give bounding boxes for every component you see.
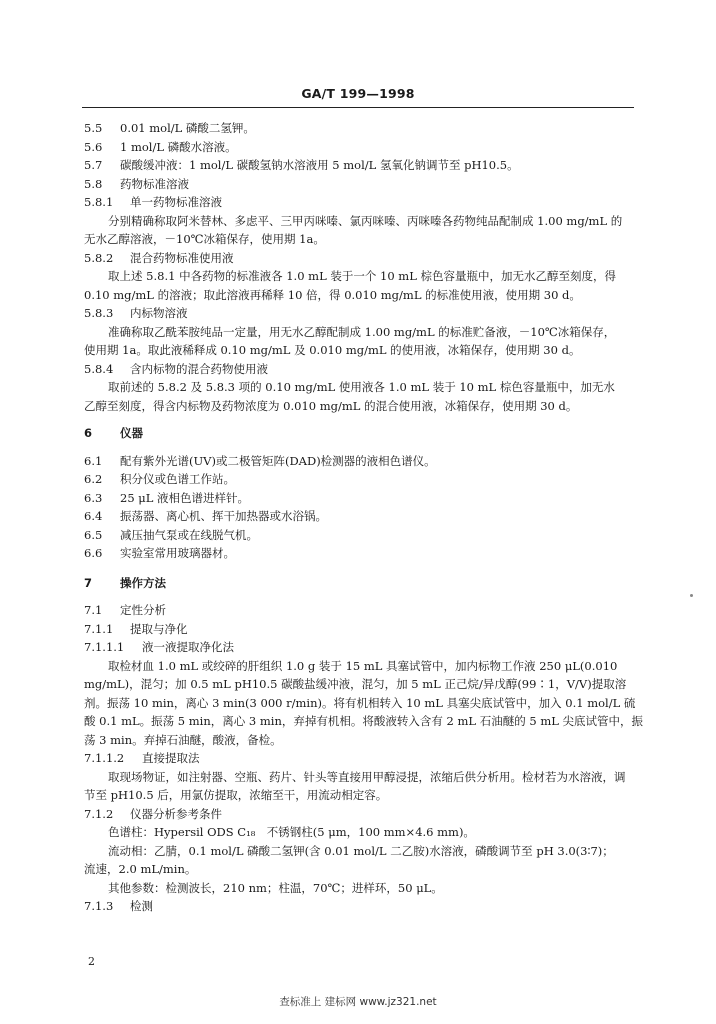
spacer (84, 415, 636, 424)
clause-number: 7.1.3 (84, 899, 114, 913)
clause-item (84, 119, 636, 138)
paragraph (84, 323, 636, 360)
paragraph-line: mg/mL)，混匀；加 0.5 mL pH10.5 碳酸盐缓冲液，混匀，加 5 mL 正己烷/异戊醇(99∶1，V/V)提取溶 (84, 677, 627, 691)
section-heading (84, 424, 636, 443)
clause-number: 6.4 (84, 509, 103, 523)
paragraph (84, 267, 636, 304)
paragraph (84, 657, 644, 750)
clause-item (84, 544, 636, 563)
clause-text: 0.01 mol/L 磷酸二氢钾。 (120, 121, 255, 135)
clause-number: 7.1 (84, 603, 103, 617)
clause-item (84, 193, 636, 212)
paragraph-line: 荡 3 min。弃掉石油醚，酸液，备检。 (84, 732, 282, 747)
clause-item (84, 452, 636, 471)
clause-text: 提取与净化 (130, 621, 188, 636)
clause-number: 5.8 (84, 176, 103, 191)
clause-text: 检测 (130, 899, 153, 913)
clause-number: 5.7 (84, 158, 103, 172)
clause-number: 6.5 (84, 527, 103, 542)
paragraph (84, 768, 636, 805)
clause-number: 7 (84, 575, 93, 590)
paragraph (84, 842, 636, 879)
paragraph (84, 378, 636, 415)
clause-item (84, 805, 636, 824)
header-rule (82, 107, 634, 108)
clause-text: 药物标准溶液 (120, 176, 189, 191)
clause-text: 配有紫外光谱(UV)或二极管矩阵(DAD)检测器的液相色谱仪。 (120, 453, 436, 468)
clause-number: 7.1.1.1 (84, 640, 125, 654)
paragraph-line: 酸 0.1 mL。振荡 5 min，离心 3 min，弃掉有机相。将酸液转入含有 2 mL 石油醚的 5 mL 尖底试管中，振 (84, 714, 644, 728)
document-body (84, 119, 644, 916)
spacer (84, 443, 636, 452)
clause-number: 6 (84, 426, 93, 440)
paragraph-line: 使用期 1a。取此液稀释成 0.10 mg/mL 及 0.010 mg/mL 的使用液，冰箱保存，使用期 30 d。 (84, 343, 581, 357)
paragraph-line: 流动相：乙腈，0.1 mol/L 磷酸二氢钾(含 0.01 mol/L 二乙胺)水溶液，磷酸调节至 pH 3.0(3∶7)； (108, 843, 614, 858)
paragraph (84, 879, 636, 898)
paragraph-line: 分别精确称取阿米替林、多虑平、三甲丙咪嗪、氯丙咪嗪、丙咪嗪各药物纯品配制成 1.00 mg/mL 的 (108, 213, 623, 228)
clause-text: 内标物溶液 (130, 306, 188, 320)
clause-number: 6.3 (84, 490, 103, 505)
paragraph-line: 其他参数：检测波长，210 nm；柱温，70℃；进样环，50 μL。 (108, 880, 443, 895)
clause-item (84, 507, 636, 526)
clause-item (84, 638, 636, 657)
clause-item (84, 249, 636, 268)
paragraph (84, 823, 636, 842)
clause-number: 5.8.3 (84, 306, 114, 320)
clause-number: 7.1.1.2 (84, 751, 125, 765)
clause-number: 5.8.1 (84, 195, 114, 209)
paragraph-line: 流速，2.0 mL/min。 (84, 862, 197, 876)
clause-item (84, 175, 636, 194)
standard-code-header: GA/T 199—1998 (301, 86, 415, 101)
clause-item (84, 156, 636, 175)
clause-text: 积分仪或色谱工作站。 (120, 472, 235, 486)
clause-text: 定性分析 (120, 603, 166, 617)
clause-item (84, 360, 636, 379)
clause-item (84, 749, 636, 768)
paragraph-line: 取检材血 1.0 mL 或绞碎的肝组织 1.0 g 装于 15 mL 具塞试管中，加内标物工作液 250 μL(0.010 (108, 658, 618, 673)
clause-text: 碳酸缓冲液：1 mol/L 碳酸氢钠水溶液用 5 mol/L 氢氧化钠调节至 pH10.5。 (120, 158, 519, 172)
paragraph-line: 取前述的 5.8.2 及 5.8.3 项的 0.10 mg/mL 使用液各 1.0 mL 装于 10 mL 棕色容量瓶中，加无水 (108, 380, 615, 394)
spacer (84, 592, 636, 601)
paragraph-line: 无水乙醇溶液，－10℃冰箱保存，使用期 1a。 (84, 232, 325, 246)
clause-text: 含内标物的混合药物使用液 (130, 361, 268, 376)
paragraph (84, 212, 636, 249)
clause-text: 仪器 (120, 426, 143, 440)
clause-text: 25 μL 液相色谱进样针。 (120, 490, 250, 505)
clause-number: 5.5 (84, 121, 103, 135)
clause-item (84, 304, 636, 323)
clause-number: 6.6 (84, 546, 103, 560)
clause-number: 6.2 (84, 472, 103, 486)
clause-text: 1 mol/L 磷酸水溶液。 (120, 139, 237, 154)
paragraph-line: 0.10 mg/mL 的溶液；取此溶液再稀释 10 倍，得 0.010 mg/mL 的标准使用液，使用期 30 d。 (84, 287, 581, 302)
scan-speck (690, 594, 693, 597)
clause-text: 仪器分析参考条件 (130, 806, 222, 821)
clause-item (84, 470, 636, 489)
clause-text: 减压抽气泵或在线脱气机。 (120, 527, 258, 542)
clause-item (84, 489, 636, 508)
spacer (84, 563, 636, 574)
clause-number: 6.1 (84, 453, 103, 468)
clause-number: 7.1.1 (84, 621, 114, 636)
clause-text: 直接提取法 (142, 751, 200, 765)
clause-item (84, 601, 636, 620)
paragraph-line: 乙醇至刻度，得含内标物及药物浓度为 0.010 mg/mL 的混合使用液，冰箱保存，使用期 30 d。 (84, 398, 578, 413)
clause-number: 5.8.2 (84, 250, 114, 265)
section-heading (84, 574, 636, 593)
clause-item (84, 526, 636, 545)
clause-item (84, 897, 636, 916)
clause-number: 7.1.2 (84, 806, 114, 821)
clause-item (84, 620, 636, 639)
paragraph-line: 色谱柱：Hypersil ODS C₁₈ 不锈钢柱(5 μm，100 mm×4.6 mm)。 (108, 825, 475, 839)
paragraph-line: 准确称取乙酰苯胺纯品一定量，用无水乙醇配制成 1.00 mg/mL 的标准贮备液，－10℃冰箱保存， (108, 324, 616, 339)
clause-item (84, 138, 636, 157)
clause-number: 5.8.4 (84, 361, 114, 376)
clause-number: 5.6 (84, 139, 103, 154)
clause-text: 液一液提取净化法 (142, 640, 234, 654)
page-number: 2 (88, 955, 95, 968)
clause-text: 振荡器、离心机、挥干加热器或水浴锅。 (120, 509, 327, 523)
clause-text: 操作方法 (120, 575, 166, 590)
clause-text: 混合药物标准使用液 (130, 250, 234, 265)
paragraph-line: 节至 pH10.5 后，用氯仿提取，浓缩至干，用流动相定容。 (84, 788, 388, 802)
paragraph-line: 剂。振荡 10 min，离心 3 min(3 000 r/min)。将有机相转入 10 mL 具塞尖底试管中，加入 0.1 mol/L 硫 (84, 695, 636, 710)
clause-text: 单一药物标准溶液 (130, 195, 222, 209)
paragraph-line: 取上述 5.8.1 中各药物的标准液各 1.0 mL 装于一个 10 mL 棕色容量瓶中，加无水乙醇至刻度，得 (108, 269, 617, 283)
footer-watermark: 查标准上 建标网 www.jz321.net (279, 996, 437, 1008)
paragraph-line: 取现场物证，如注射器、空瓶、药片、针头等直接用甲醇浸提，浓缩后供分析用。检材若为水溶液，调 (108, 769, 626, 784)
clause-text: 实验室常用玻璃器材。 (120, 546, 235, 560)
